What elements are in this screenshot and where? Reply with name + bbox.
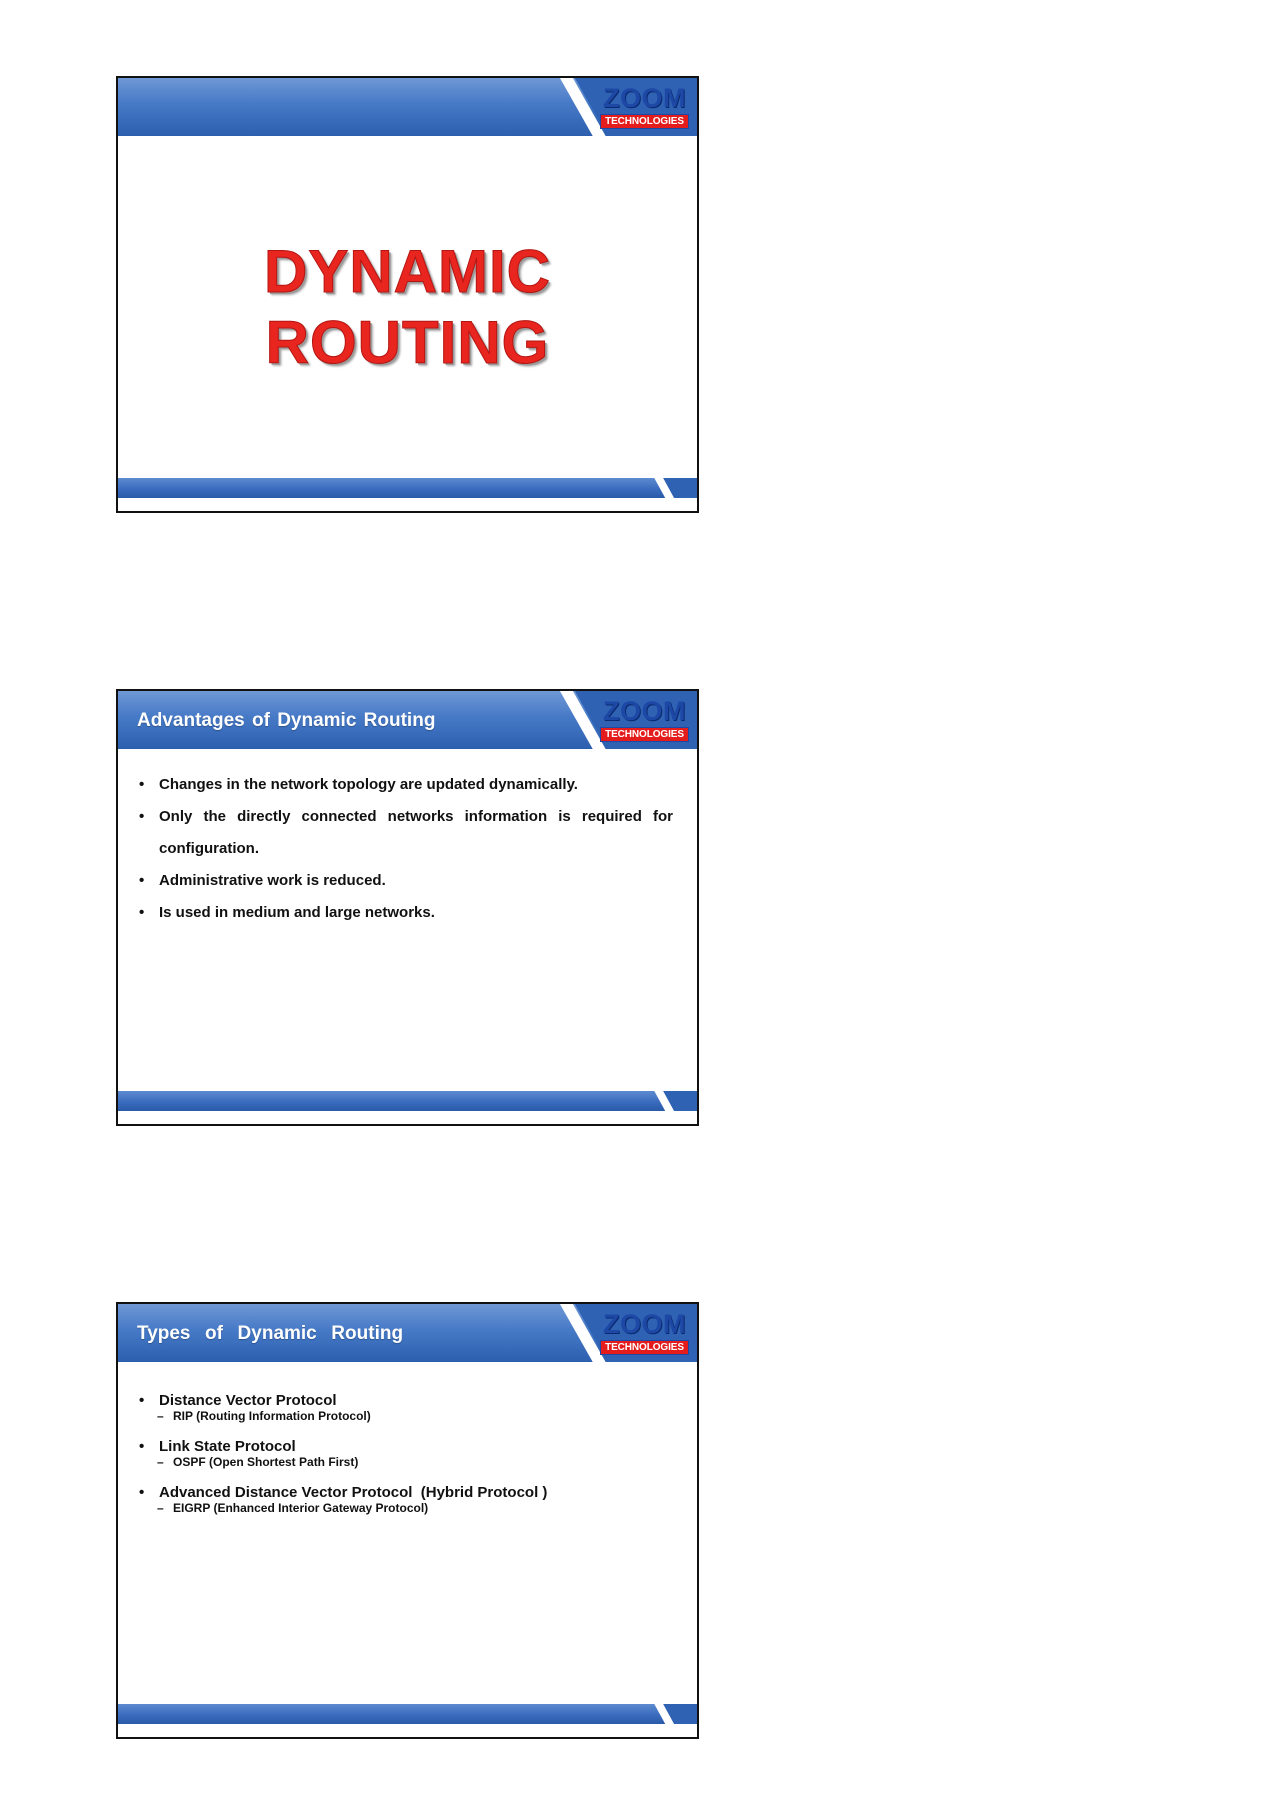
slide-types	[116, 1302, 699, 1739]
protocol-list	[137, 1390, 673, 1528]
slide-title-line-1: DYNAMIC	[264, 238, 551, 305]
protocol-type: • Link State Protocol	[137, 1436, 673, 1458]
slide-heading: Types of Dynamic Routing	[137, 1323, 404, 1344]
bullet-list	[137, 769, 673, 929]
slide-dynamic-routing-title	[116, 76, 699, 513]
logo-sub-text: TECHNOLOGIES	[600, 114, 689, 129]
protocol-example-text: OSPF (Open Shortest Path First)	[173, 1455, 359, 1469]
slide-advantages	[116, 689, 699, 1126]
dash-marker: –	[157, 1501, 164, 1515]
bullet-item: • Is used in medium and large networks.	[137, 897, 673, 929]
protocol-example	[137, 1454, 673, 1470]
zoom-technologies-logo	[598, 84, 691, 130]
bullet-item: • Administrative work is reduced.	[137, 865, 673, 897]
slide-heading: Advantages of Dynamic Routing	[137, 710, 436, 731]
protocol-type: • Advanced Distance Vector Protocol (Hybrid Protocol )	[137, 1482, 673, 1504]
logo-main-text: ZOOM	[603, 1309, 686, 1339]
logo-main-text: ZOOM	[603, 696, 686, 726]
protocol-example	[137, 1500, 673, 1516]
footer-stripes-decoration	[118, 478, 697, 498]
protocol-example	[137, 1408, 673, 1424]
footer-stripes-decoration	[118, 1704, 697, 1724]
dash-marker: –	[157, 1409, 164, 1423]
logo-sub-text: TECHNOLOGIES	[600, 1340, 689, 1355]
bullet-item: • Changes in the network topology are updated dynamically.	[137, 769, 673, 801]
logo-sub-text: TECHNOLOGIES	[600, 727, 689, 742]
protocol-type: • Distance Vector Protocol	[137, 1390, 673, 1412]
slide-title-line-2: ROUTING	[265, 309, 550, 376]
zoom-technologies-logo	[598, 697, 691, 743]
zoom-technologies-logo	[598, 1310, 691, 1356]
dash-marker: –	[157, 1455, 164, 1469]
footer-stripes-decoration	[118, 1091, 697, 1111]
protocol-example-text: RIP (Routing Information Protocol)	[173, 1409, 371, 1423]
bullet-item: • Only the directly connected networks information is required for configuration.	[137, 801, 673, 865]
logo-main-text: ZOOM	[603, 83, 686, 113]
protocol-example-text: EIGRP (Enhanced Interior Gateway Protocol)	[173, 1501, 429, 1515]
